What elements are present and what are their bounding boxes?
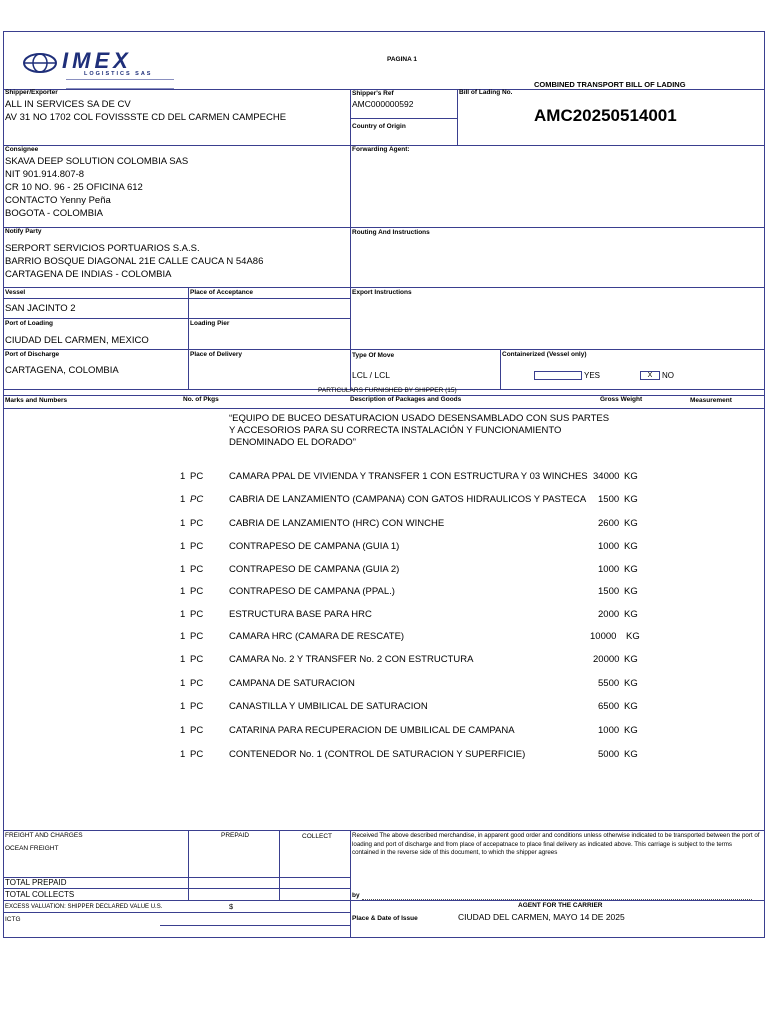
particulars-title: PARTICULARS FURNISHED BY SHIPPER (15)	[318, 387, 457, 394]
goods-description	[229, 413, 609, 449]
bill-of-lading-label: Bill of Lading No.	[459, 89, 513, 96]
item-desc: CANASTILLA Y UMBILICAL DE SATURACION	[229, 701, 428, 712]
notify-line: CARTAGENA DE INDIAS - COLOMBIA	[5, 269, 172, 280]
total-collects-label: TOTAL COLLECTS	[5, 890, 75, 899]
consignee-block	[5, 155, 188, 220]
doc-title: COMBINED TRANSPORT BILL OF LADING	[534, 80, 686, 89]
by-label: by	[352, 892, 360, 899]
agent-for-carrier: AGENT FOR THE CARRIER	[518, 902, 603, 909]
item-row	[0, 654, 768, 668]
place-of-delivery-label: Place of Delivery	[190, 351, 243, 358]
yes-label: YES	[584, 371, 601, 380]
col-desc: Description of Packages and Goods	[350, 396, 462, 403]
item-weight: 1500	[598, 494, 620, 505]
item-unit: PC	[190, 654, 204, 665]
col-pkgs: No. of Pkgs	[183, 396, 219, 403]
ocean-freight-label: OCEAN FREIGHT	[5, 845, 59, 852]
shipper-line: AV 31 NO 1702 COL FOVISSSTE CD DEL CARMEN CAMPECHE	[5, 112, 287, 123]
logo-text: IMEX	[62, 48, 132, 73]
received-terms: Received The above described merchandise, in apparent good order and conditions unless otherwise indicated to be transported between the port of loading and port of discharge and from place of accepatnace to place final delivery as indicated above. This carriage is subject to the terms contained in the reverse side of this document, to which the shipper agrees	[352, 832, 760, 857]
item-weight-unit: KG	[624, 701, 638, 712]
no-label: NO	[662, 371, 674, 380]
item-unit: PC	[190, 631, 204, 642]
item-unit: PC	[190, 586, 204, 597]
type-of-move-label: Type Of Move	[352, 352, 395, 359]
shipper-label: Shipper/Exporter	[5, 89, 58, 96]
item-desc: CONTRAPESO DE CAMPANA (PPAL.)	[229, 586, 395, 597]
item-weight-unit: KG	[624, 471, 638, 482]
shipper-line: ALL IN SERVICES SA DE CV	[5, 99, 131, 110]
item-desc: CAMARA No. 2 Y TRANSFER No. 2 CON ESTRUCTURA	[229, 654, 474, 665]
loading-pier-label: Loading Pier	[190, 320, 230, 327]
item-weight: 2000	[598, 609, 620, 620]
item-weight-unit: KG	[624, 749, 638, 760]
goods-line: Y ACCESORIOS PARA SU CORRECTA INSTALACIÓN Y FUNCIONAMIENTO	[229, 425, 562, 436]
item-row	[0, 749, 768, 763]
prepaid-label: PREPAID	[221, 832, 250, 839]
routing-label: Routing And Instructions	[352, 229, 430, 236]
country-of-origin-label: Country of Origin	[352, 123, 406, 130]
item-weight-unit: KG	[624, 654, 638, 665]
consignee-line: CR 10 NO. 96 - 25 OFICINA 612	[5, 182, 143, 193]
port-of-discharge-label: Port of Discharge	[5, 351, 60, 358]
item-desc: CATARINA PARA RECUPERACION DE UMBILICAL DE CAMPANA	[229, 725, 515, 736]
port-of-loading-label: Port of Loading	[5, 320, 54, 327]
logo-tagline	[66, 79, 174, 89]
logo-subtitle: LOGISTICS SAS	[84, 71, 153, 77]
place-date-issue-label: Place & Date of Issue	[352, 915, 418, 922]
consignee-label: Consignee	[5, 146, 39, 153]
yes-checkbox[interactable]	[534, 371, 582, 380]
item-row	[0, 725, 768, 739]
item-row	[0, 586, 768, 600]
item-weight-unit: KG	[624, 609, 638, 620]
item-weight-unit: KG	[626, 631, 640, 642]
item-weight: 5500	[598, 678, 620, 689]
total-prepaid-label: TOTAL PREPAID	[5, 878, 67, 887]
item-weight: 20000	[593, 654, 620, 665]
containerized-label: Containerized (Vessel only)	[502, 351, 587, 358]
item-weight: 1500	[598, 586, 620, 597]
item-qty: 1	[180, 586, 186, 597]
company-logo	[22, 50, 177, 90]
item-qty: 1	[180, 471, 186, 482]
item-qty: 1	[180, 518, 186, 529]
shippers-ref-label: Shipper's Ref	[352, 90, 394, 97]
page-number: PAGINA 1	[387, 56, 417, 63]
item-row	[0, 541, 768, 555]
goods-line: DENOMINADO EL DORADO”	[229, 437, 356, 448]
currency-symbol: $	[229, 902, 234, 911]
item-unit: PC	[190, 518, 204, 529]
port-of-loading-value: CIUDAD DEL CARMEN, MEXICO	[5, 335, 149, 346]
item-row	[0, 564, 768, 578]
item-qty: 1	[180, 494, 186, 505]
notify-party-block	[5, 242, 263, 281]
item-desc: CABRIA DE LANZAMIENTO (CAMPANA) CON GATOS HIDRAULICOS Y PASTECA	[229, 494, 587, 505]
item-weight: 1000	[598, 564, 620, 575]
item-unit: PC	[190, 471, 204, 482]
item-qty: 1	[180, 678, 186, 689]
consignee-line: NIT 901.914.807-8	[5, 169, 85, 180]
item-desc: ESTRUCTURA BASE PARA HRC	[229, 609, 372, 620]
bill-of-lading-number: AMC20250514001	[534, 106, 677, 125]
item-unit: PC	[190, 494, 204, 505]
item-desc: CABRIA DE LANZAMIENTO (HRC) CON WINCHE	[229, 518, 445, 529]
globe-icon	[22, 52, 58, 74]
item-weight-unit: KG	[624, 678, 638, 689]
item-row	[0, 609, 768, 623]
item-row	[0, 678, 768, 692]
item-desc: CONTRAPESO DE CAMPANA (GUIA 2)	[229, 564, 400, 575]
item-desc: CONTRAPESO DE CAMPANA (GUIA 1)	[229, 541, 400, 552]
type-of-move-value: LCL / LCL	[352, 370, 390, 380]
item-weight-unit: KG	[624, 541, 638, 552]
item-weight: 1000	[598, 725, 620, 736]
item-qty: 1	[180, 701, 186, 712]
item-weight: 6500	[598, 701, 620, 712]
item-unit: PC	[190, 564, 204, 575]
forwarding-agent-label: Forwarding Agent:	[352, 146, 410, 153]
item-qty: 1	[180, 564, 186, 575]
item-row	[0, 631, 768, 645]
item-weight: 1000	[598, 541, 620, 552]
place-of-acceptance-label: Place of Acceptance	[190, 289, 253, 296]
item-row	[0, 518, 768, 532]
item-desc: CAMPANA DE SATURACION	[229, 678, 355, 689]
item-desc: CAMARA HRC (CAMARA DE RESCATE)	[229, 631, 405, 642]
vessel-label: Vessel	[5, 289, 26, 296]
ictg-label: ICTG	[5, 916, 21, 923]
place-date-issue-value: CIUDAD DEL CARMEN, MAYO 14 DE 2025	[458, 912, 625, 922]
item-desc: CONTENEDOR No. 1 (CONTROL DE SATURACION Y SUPERFICIE)	[229, 749, 526, 760]
item-row	[0, 471, 768, 485]
item-qty: 1	[180, 749, 186, 760]
item-qty: 1	[180, 654, 186, 665]
port-of-discharge-value: CARTAGENA, COLOMBIA	[5, 365, 119, 376]
goods-line: “EQUIPO DE BUCEO DESATURACION USADO DESENSAMBLADO CON SUS PARTES	[229, 413, 610, 424]
col-marks: Marks and Numbers	[5, 397, 68, 404]
item-desc: CAMARA PPAL DE VIVIENDA Y TRANSFER 1 CON ESTRUCTURA Y 03 WINCHES	[229, 471, 588, 482]
item-row	[0, 701, 768, 715]
col-measure: Measurement	[690, 397, 732, 404]
item-weight: 5000	[598, 749, 620, 760]
item-unit: PC	[190, 749, 204, 760]
item-unit: PC	[190, 701, 204, 712]
item-unit: PC	[190, 609, 204, 620]
item-weight: 2600	[598, 518, 620, 529]
freight-charges-label: FREIGHT AND CHARGES	[5, 832, 83, 839]
notify-line: BARRIO BOSQUE DIAGONAL 21E CALLE CAUCA N 54A86	[5, 256, 264, 267]
item-row	[0, 494, 768, 508]
item-weight-unit: KG	[624, 725, 638, 736]
notify-line: SERPORT SERVICIOS PORTUARIOS S.A.S.	[5, 243, 200, 254]
item-weight: 10000	[590, 631, 617, 642]
consignee-line: BOGOTA - COLOMBIA	[5, 208, 104, 219]
no-checkbox[interactable]: X	[640, 371, 660, 380]
col-weight: Gross Weight	[600, 396, 643, 403]
export-instructions-label: Export Instructions	[352, 289, 412, 296]
shipper-block	[5, 98, 286, 124]
vessel-value: SAN JACINTO 2	[5, 303, 76, 314]
item-qty: 1	[180, 609, 186, 620]
item-weight-unit: KG	[624, 586, 638, 597]
notify-party-label: Notify Party	[5, 228, 42, 235]
item-unit: PC	[190, 678, 204, 689]
item-weight-unit: KG	[624, 494, 638, 505]
collect-label: COLLECT	[302, 833, 332, 840]
item-qty: 1	[180, 725, 186, 736]
item-weight: 34000	[593, 471, 620, 482]
item-unit: PC	[190, 725, 204, 736]
item-weight-unit: KG	[624, 518, 638, 529]
item-weight-unit: KG	[624, 564, 638, 575]
shippers-ref-value: AMC000000592	[352, 99, 414, 109]
consignee-line: CONTACTO Yenny Peña	[5, 195, 111, 206]
consignee-line: SKAVA DEEP SOLUTION COLOMBIA SAS	[5, 156, 189, 167]
item-qty: 1	[180, 541, 186, 552]
item-qty: 1	[180, 631, 186, 642]
signature-line[interactable]	[362, 899, 752, 900]
item-unit: PC	[190, 541, 204, 552]
excess-valuation-label: EXCESS VALUATION: SHIPPER DECLARED VALUE U.S.	[5, 904, 163, 910]
